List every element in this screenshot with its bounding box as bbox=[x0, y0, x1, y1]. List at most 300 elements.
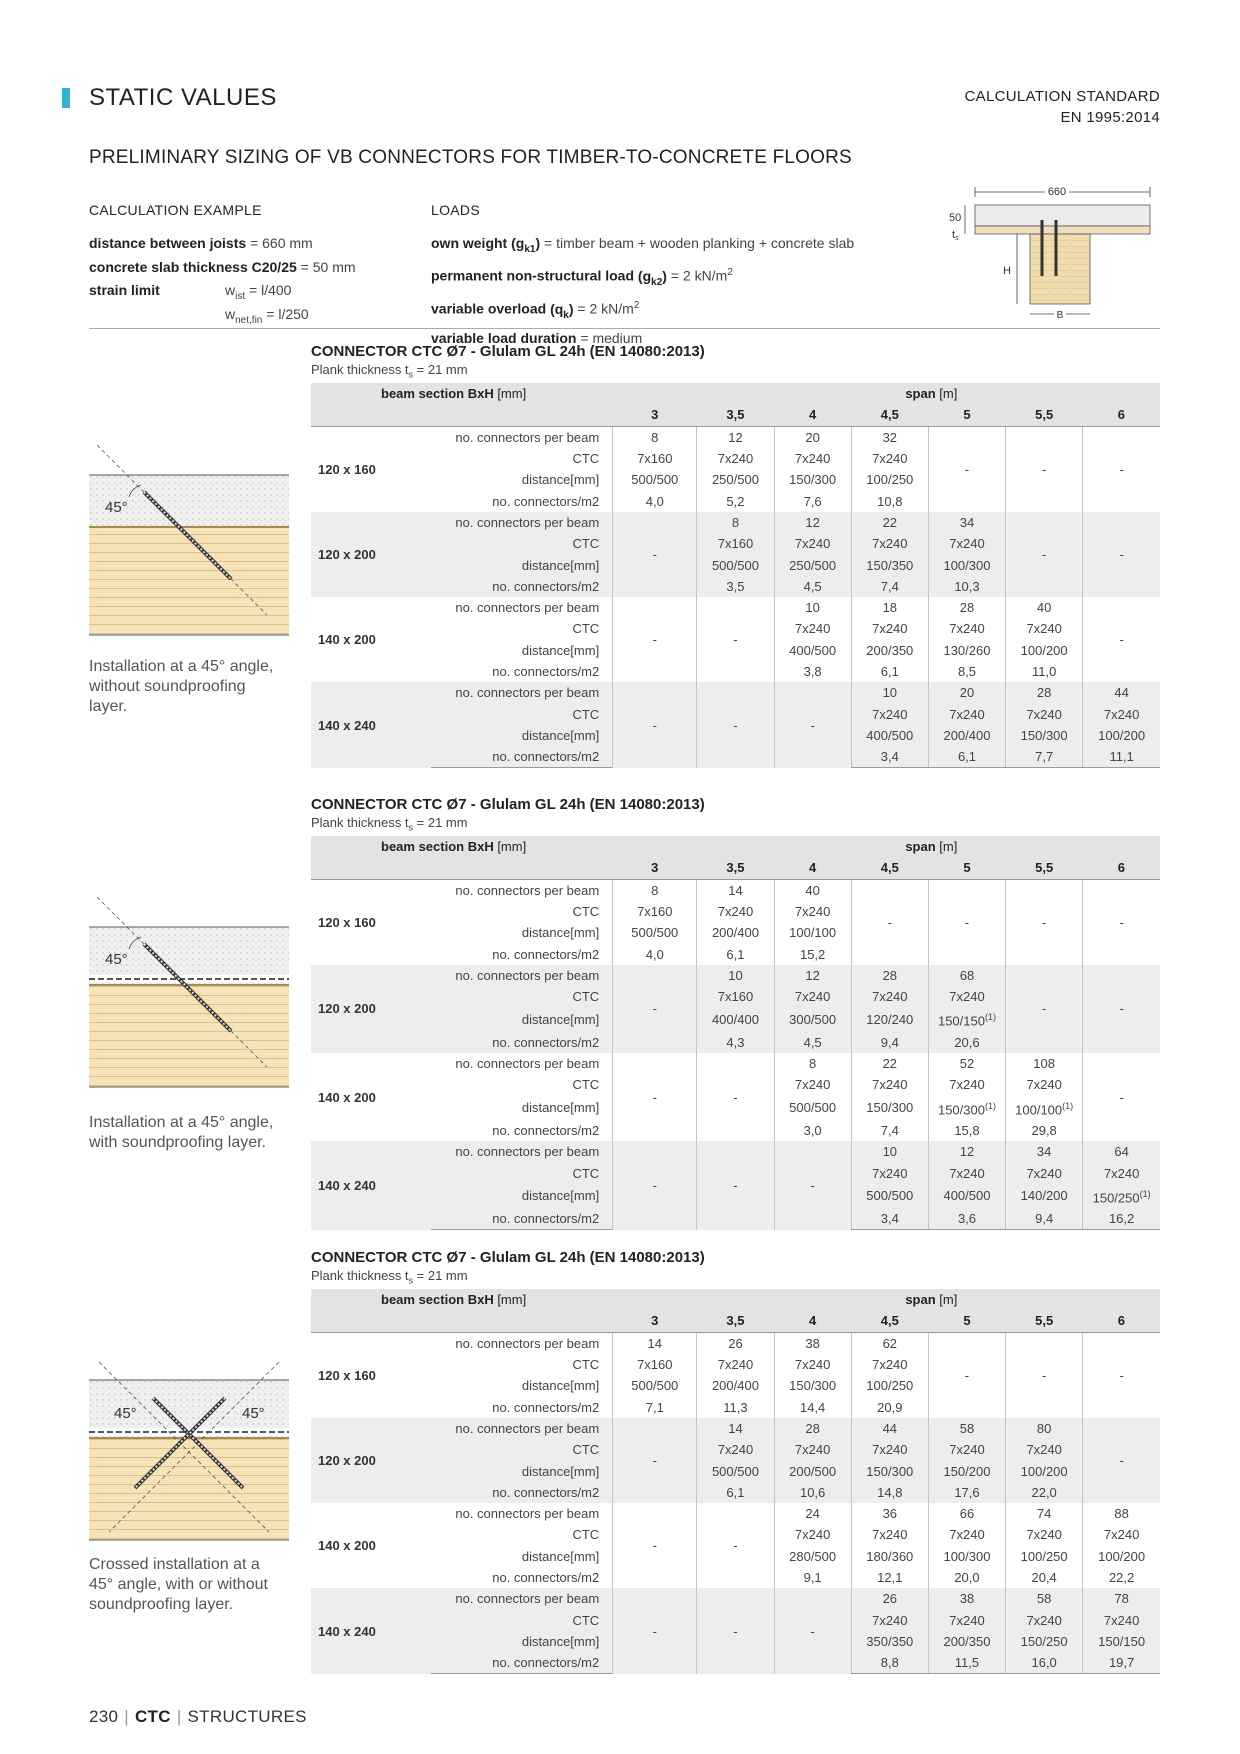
span-column-header: 4,5 bbox=[851, 857, 928, 879]
table-cell: - bbox=[928, 1332, 1005, 1418]
page-title: STATIC VALUES bbox=[89, 84, 277, 111]
table-cell: 4,5 bbox=[774, 1032, 851, 1053]
table-cell: 500/500 bbox=[697, 554, 774, 575]
table-cell: - bbox=[613, 1141, 697, 1230]
table-cell: 200/350 bbox=[851, 640, 928, 661]
table-cell: 34 bbox=[928, 512, 1005, 533]
caption-line: layer. bbox=[89, 698, 128, 715]
table-cell: 7x240 bbox=[928, 986, 1005, 1007]
table-cell: 3,6 bbox=[928, 1208, 1005, 1230]
beam-section-header: beam section BxH [mm] bbox=[311, 836, 613, 857]
span-column-header: 4 bbox=[774, 1310, 851, 1332]
standard-line-1: CALCULATION STANDARD bbox=[964, 88, 1160, 105]
table-cell: 100/100$^{(1)}$ bbox=[1006, 1096, 1083, 1120]
table-cell: 7,1 bbox=[613, 1396, 697, 1417]
table-cell: 7x240 bbox=[1006, 1439, 1083, 1460]
beam-section-name: 120 x 160 bbox=[318, 1367, 376, 1383]
table-cell: 7x240 bbox=[774, 901, 851, 922]
width-dimension: 660 bbox=[1047, 186, 1067, 198]
span-column-header: 3 bbox=[613, 857, 697, 879]
table-cell: 7x240 bbox=[928, 1074, 1005, 1095]
table-cell: 150/300 bbox=[1006, 725, 1083, 746]
table-cell: 20,4 bbox=[1006, 1567, 1083, 1588]
table-cell: 32 bbox=[851, 426, 928, 448]
page-subtitle: PRELIMINARY SIZING OF VB CONNECTORS FOR TIMBER-TO-CONCRETE FLOORS bbox=[89, 147, 852, 168]
row-label: distance[mm] bbox=[521, 1378, 600, 1394]
table-cell: 3,4 bbox=[851, 1208, 928, 1230]
span-column-header: 4,5 bbox=[851, 1310, 928, 1332]
loads-block: own weight $(g_{k1})$ = timber beam + wooden planking + concrete slab permanent non-structural load $(g_{k2}) = 2$ $kN/m^2$ variable overload $(q_k) = 2$ $kN/m^2$ variable load duration = medium bbox=[431, 235, 855, 347]
table-cell: 7x240 bbox=[1006, 1074, 1083, 1095]
row-label: no. connectors per beam bbox=[431, 1141, 612, 1162]
table-cell: 7x240 bbox=[774, 1074, 851, 1095]
table-cell: 7x240 bbox=[774, 1524, 851, 1545]
table-cell: 200/500 bbox=[774, 1460, 851, 1481]
table-row bbox=[311, 1141, 1160, 1162]
table-cell: 7x240 bbox=[1006, 1609, 1083, 1630]
table-cell: 4,0 bbox=[613, 490, 697, 511]
table-cell: 80 bbox=[1006, 1418, 1083, 1439]
beam-section-name: 140 x 240 bbox=[311, 682, 431, 768]
table-cell: - bbox=[613, 1053, 697, 1141]
slab-dimension: 50 bbox=[949, 212, 962, 224]
ts-dimension: ts bbox=[952, 229, 959, 242]
table-row bbox=[311, 1588, 1160, 1609]
row-label: no. connectors per beam bbox=[431, 1588, 612, 1609]
table-cell: 28 bbox=[1006, 682, 1083, 703]
table-cell: 10,8 bbox=[851, 490, 928, 511]
table-cell: 7x240 bbox=[851, 986, 928, 1007]
table-cell: 11,3 bbox=[697, 1396, 774, 1417]
table-cell: 88 bbox=[1083, 1503, 1160, 1524]
table-cell: 22 bbox=[851, 1053, 928, 1074]
table-cell: 7x240 bbox=[1083, 1524, 1160, 1545]
table-cell: - bbox=[697, 1588, 774, 1674]
connector-table bbox=[311, 383, 1160, 768]
table-cell: 7x240 bbox=[928, 703, 1005, 724]
caption-line: with soundproofing layer. bbox=[89, 1134, 266, 1151]
table-row bbox=[311, 1418, 1160, 1439]
table-cell: 150/300 bbox=[774, 469, 851, 490]
table-cell: 28 bbox=[774, 1418, 851, 1439]
table-cell: 16,0 bbox=[1006, 1652, 1083, 1674]
table-cell: 66 bbox=[928, 1503, 1005, 1524]
table-cell: 200/400 bbox=[697, 922, 774, 943]
table-cell: 26 bbox=[851, 1588, 928, 1609]
row-label: CTC bbox=[431, 703, 612, 724]
table-cell: 180/360 bbox=[851, 1546, 928, 1567]
table-cell: 7x240 bbox=[697, 1439, 774, 1460]
table-cell: 3,4 bbox=[851, 746, 928, 768]
table-cell: 7x240 bbox=[851, 1074, 928, 1095]
table-cell: - bbox=[1083, 965, 1160, 1053]
table-cell: - bbox=[1006, 512, 1083, 597]
accent-bar bbox=[62, 88, 70, 108]
table-cell: 7x240 bbox=[928, 1524, 1005, 1545]
table-cell: 7x240 bbox=[928, 1163, 1005, 1184]
table-cell: - bbox=[928, 426, 1005, 512]
span-column-header: 5 bbox=[928, 404, 1005, 426]
table-cell: 7x240 bbox=[697, 448, 774, 469]
table-cell: 120/240 bbox=[851, 1007, 928, 1031]
table-cell: - bbox=[697, 1053, 774, 1141]
table-cell: 11,5 bbox=[928, 1652, 1005, 1674]
table-cell: - bbox=[851, 879, 928, 965]
table-cell: - bbox=[1083, 426, 1160, 512]
table-row bbox=[311, 1482, 1160, 1503]
plank-thickness: Plank thickness $t_s = 21$ mm bbox=[311, 815, 468, 833]
span-column-header: 5,5 bbox=[1006, 857, 1083, 879]
table-cell: 12 bbox=[697, 426, 774, 448]
span-header: span [m] bbox=[613, 1289, 1160, 1310]
table-cell: 11,0 bbox=[1006, 661, 1083, 682]
table-cell: 8 bbox=[613, 879, 697, 901]
table-row bbox=[311, 512, 1160, 533]
table-cell: 6,1 bbox=[697, 943, 774, 964]
table-cell: 12 bbox=[774, 965, 851, 986]
w-net-fin: $w_{net,fin} = l/250$ bbox=[225, 305, 309, 326]
table-cell: 150/150$^{(1)}$ bbox=[928, 1007, 1005, 1031]
span-column-header: 3,5 bbox=[697, 404, 774, 426]
table-cell: 200/350 bbox=[928, 1631, 1005, 1652]
span-column-header: 6 bbox=[1083, 857, 1160, 879]
row-label: CTC bbox=[431, 1609, 612, 1630]
table-cell: 38 bbox=[928, 1588, 1005, 1609]
w-ist: $w_{ist} = l/400$ bbox=[225, 282, 292, 302]
table-cell: 58 bbox=[928, 1418, 1005, 1439]
table-row bbox=[311, 1460, 1160, 1481]
row-label: no. connectors per beam bbox=[455, 1506, 600, 1522]
table-cell: 10 bbox=[697, 965, 774, 986]
table-cell: 150/250 bbox=[1006, 1631, 1083, 1652]
row-label: distance[mm] bbox=[521, 1548, 600, 1564]
caption-line: 45° angle, with or without bbox=[89, 1576, 268, 1593]
row-label: no. connectors/m2 bbox=[431, 576, 612, 597]
table-cell: 7x240 bbox=[851, 618, 928, 639]
table-cell: - bbox=[1083, 597, 1160, 682]
table-cell: - bbox=[613, 682, 697, 768]
row-label: no. connectors per beam bbox=[455, 600, 600, 616]
table-row bbox=[311, 1053, 1160, 1074]
table-cell: 14 bbox=[697, 1418, 774, 1439]
h-dimension: H bbox=[1003, 265, 1011, 277]
angle-label-right: 45° bbox=[242, 1405, 265, 1422]
table-cell: - bbox=[613, 512, 697, 597]
table-cell: 7x160 bbox=[613, 448, 697, 469]
row-label: CTC bbox=[572, 904, 600, 920]
table-title: CONNECTOR CTC Ø7 - Glulam GL 24h (EN 14080:2013) bbox=[311, 1249, 705, 1266]
connector-table bbox=[311, 836, 1160, 1230]
table-cell: 7x240 bbox=[1083, 1609, 1160, 1630]
row-label: CTC bbox=[431, 986, 612, 1007]
page-footer: 230 | CTC | STRUCTURES bbox=[89, 1707, 307, 1726]
caption-line: Installation at a 45° angle, bbox=[89, 1114, 274, 1131]
table-cell: 8 bbox=[613, 426, 697, 448]
span-column-header: 5,5 bbox=[1006, 1310, 1083, 1332]
table-cell: 7x160 bbox=[697, 986, 774, 1007]
row-label: no. connectors/m2 bbox=[431, 1652, 612, 1674]
table-cell: 22 bbox=[851, 512, 928, 533]
table-cell: 7x240 bbox=[697, 1354, 774, 1375]
table-row bbox=[311, 426, 1160, 448]
table-cell: - bbox=[613, 597, 697, 682]
row-label: CTC bbox=[431, 1439, 612, 1460]
table-cell: 7x240 bbox=[1006, 1163, 1083, 1184]
beam-section-name: 140 x 200 bbox=[318, 632, 376, 648]
table-cell: 6,1 bbox=[851, 661, 928, 682]
table-cell: 15,8 bbox=[928, 1120, 1005, 1141]
table-cell: - bbox=[928, 879, 1005, 965]
span-column-header: 4 bbox=[774, 857, 851, 879]
table-cell: 100/250 bbox=[851, 1375, 928, 1396]
standard-line-2: EN 1995:2014 bbox=[1060, 109, 1160, 126]
row-label: distance[mm] bbox=[431, 725, 612, 746]
row-label: no. connectors per beam bbox=[455, 882, 600, 898]
beam-section-name: 140 x 240 bbox=[311, 1588, 431, 1674]
span-column-header: 3,5 bbox=[697, 1310, 774, 1332]
table-cell: 36 bbox=[851, 1503, 928, 1524]
row-label: distance[mm] bbox=[521, 472, 600, 488]
table-cell: 68 bbox=[928, 965, 1005, 986]
table-cell: 7x240 bbox=[1006, 618, 1083, 639]
span-column-header: 6 bbox=[1083, 1310, 1160, 1332]
table-cell: 4,3 bbox=[697, 1032, 774, 1053]
table-cell: 250/500 bbox=[697, 469, 774, 490]
table-cell: 62 bbox=[851, 1332, 928, 1354]
table-cell: 130/260 bbox=[928, 640, 1005, 661]
row-label: CTC bbox=[572, 1527, 600, 1543]
span-header: span [m] bbox=[613, 836, 1160, 857]
table-cell: 9,4 bbox=[851, 1032, 928, 1053]
table-cell: 12 bbox=[774, 512, 851, 533]
beam-section-name: 140 x 200 bbox=[318, 1089, 376, 1105]
row-label: distance[mm] bbox=[521, 925, 600, 941]
table-cell: 4,5 bbox=[774, 576, 851, 597]
table-cell: 500/500 bbox=[613, 922, 697, 943]
table-cell: 7x240 bbox=[774, 1354, 851, 1375]
table-cell: 5,2 bbox=[697, 490, 774, 511]
row-label: no. connectors per beam bbox=[431, 965, 612, 986]
span-column-header: 5,5 bbox=[1006, 404, 1083, 426]
table-row bbox=[311, 965, 1160, 986]
table-cell: 7x240 bbox=[774, 618, 851, 639]
table-cell: - bbox=[1006, 879, 1083, 965]
example-heading: CALCULATION EXAMPLE bbox=[89, 202, 262, 218]
row-label: distance[mm] bbox=[431, 1007, 612, 1031]
example-block bbox=[89, 232, 429, 326]
row-label: no. connectors per beam bbox=[431, 1418, 612, 1439]
slab-value: = 50 mm bbox=[300, 258, 356, 275]
row-label: CTC bbox=[572, 621, 600, 637]
table-cell: 7x160 bbox=[613, 901, 697, 922]
table-cell: - bbox=[613, 1588, 697, 1674]
table-cell: 17,6 bbox=[928, 1482, 1005, 1503]
table-cell: 7x240 bbox=[851, 533, 928, 554]
table-cell: - bbox=[1083, 1053, 1160, 1141]
table-cell: 9,4 bbox=[1006, 1208, 1083, 1230]
installation-illustration bbox=[89, 445, 289, 645]
connector-table bbox=[311, 1289, 1160, 1674]
table-cell: 7x240 bbox=[1083, 1163, 1160, 1184]
table-cell: 400/400 bbox=[697, 1007, 774, 1031]
b-dimension: B bbox=[1056, 310, 1064, 321]
table-cell: - bbox=[613, 1418, 697, 1503]
table-row bbox=[311, 597, 1160, 618]
table-cell: 20 bbox=[928, 682, 1005, 703]
row-label: no. connectors/m2 bbox=[492, 1399, 600, 1415]
table-cell: 44 bbox=[1083, 682, 1160, 703]
table-title: CONNECTOR CTC Ø7 - Glulam GL 24h (EN 14080:2013) bbox=[311, 796, 705, 813]
table-cell: 7x240 bbox=[774, 533, 851, 554]
beam-section-name: 120 x 200 bbox=[311, 512, 431, 597]
table-cell: 10 bbox=[851, 1141, 928, 1162]
installation-caption bbox=[89, 657, 273, 717]
table-cell: 7x240 bbox=[851, 1524, 928, 1545]
joists-value: = 660 mm bbox=[250, 235, 313, 251]
table-cell: 10,6 bbox=[774, 1482, 851, 1503]
angle-label: 45° bbox=[105, 499, 128, 516]
caption-line: without soundproofing bbox=[89, 678, 246, 695]
row-label: no. connectors/m2 bbox=[492, 493, 600, 509]
table-cell: 3,0 bbox=[774, 1120, 851, 1141]
row-label: no. connectors/m2 bbox=[431, 746, 612, 768]
table-cell: 350/350 bbox=[851, 1631, 928, 1652]
table-cell: 7x240 bbox=[697, 901, 774, 922]
table-cell: 7x240 bbox=[851, 703, 928, 724]
row-label: no. connectors/m2 bbox=[492, 1570, 600, 1585]
table-cell: - bbox=[613, 1503, 697, 1588]
installation-caption bbox=[89, 1555, 268, 1615]
table-cell: 100/200 bbox=[1006, 1460, 1083, 1481]
span-column-header: 3 bbox=[613, 404, 697, 426]
table-cell: - bbox=[697, 1503, 774, 1588]
table-cell: 150/300 bbox=[774, 1375, 851, 1396]
table-cell: 7x240 bbox=[928, 1609, 1005, 1630]
table-cell: 29,8 bbox=[1006, 1120, 1083, 1141]
table-cell: 20,9 bbox=[851, 1396, 928, 1417]
table-cell: 7x240 bbox=[928, 1439, 1005, 1460]
installation-illustration bbox=[89, 1350, 289, 1550]
row-label: CTC bbox=[572, 451, 600, 467]
caption-line: soundproofing layer. bbox=[89, 1596, 234, 1613]
plank-thickness: Plank thickness $t_s = 21$ mm bbox=[311, 362, 468, 380]
table-cell: 24 bbox=[774, 1503, 851, 1524]
table-cell: - bbox=[774, 1141, 851, 1230]
table-cell: 7x240 bbox=[1083, 703, 1160, 724]
table-cell: 500/500 bbox=[613, 469, 697, 490]
table-cell: 11,1 bbox=[1083, 746, 1160, 768]
row-label: no. connectors/m2 bbox=[492, 946, 600, 962]
table-cell: 6,1 bbox=[697, 1482, 774, 1503]
row-label: no. connectors per beam bbox=[455, 1056, 600, 1072]
table-cell: 7x240 bbox=[774, 1439, 851, 1460]
table-row bbox=[311, 1503, 1160, 1524]
table-cell: 3,5 bbox=[697, 576, 774, 597]
row-label: no. connectors/m2 bbox=[431, 1482, 612, 1503]
table-cell: 150/300$^{(1)}$ bbox=[928, 1096, 1005, 1120]
table-cell: 7x240 bbox=[851, 1163, 928, 1184]
table-cell: 7x240 bbox=[851, 448, 928, 469]
caption-line: Installation at a 45° angle, bbox=[89, 658, 274, 675]
table-cell: 52 bbox=[928, 1053, 1005, 1074]
span-column-header: 4,5 bbox=[851, 404, 928, 426]
table-cell: 4,0 bbox=[613, 943, 697, 964]
table-row bbox=[311, 1332, 1160, 1354]
installation-illustration bbox=[89, 897, 289, 1097]
slab-label: concrete slab thickness C20/25 bbox=[89, 258, 297, 275]
table-cell: - bbox=[774, 682, 851, 768]
table-cell: 3,8 bbox=[774, 661, 851, 682]
calculation-standard bbox=[965, 86, 1160, 128]
table-cell: 8,8 bbox=[851, 1652, 928, 1674]
row-label: CTC bbox=[431, 1163, 612, 1184]
table-cell: 18 bbox=[851, 597, 928, 618]
table-cell: 400/500 bbox=[928, 1184, 1005, 1208]
beam-section-name: 120 x 200 bbox=[311, 1418, 431, 1503]
table-cell: - bbox=[697, 597, 774, 682]
table-cell: 100/250 bbox=[1006, 1546, 1083, 1567]
table-cell: 200/400 bbox=[697, 1375, 774, 1396]
table-cell: 9,1 bbox=[774, 1567, 851, 1588]
row-label: distance[mm] bbox=[521, 1100, 600, 1116]
beam-section-name: 120 x 160 bbox=[318, 914, 376, 930]
table-cell: 100/300 bbox=[928, 1546, 1005, 1567]
row-label: no. connectors/m2 bbox=[431, 1208, 612, 1230]
installation-caption bbox=[89, 1113, 273, 1153]
beam-section-name: 120 x 160 bbox=[318, 461, 376, 477]
angle-label-left: 45° bbox=[114, 1405, 137, 1422]
table-cell: 10,3 bbox=[928, 576, 1005, 597]
table-cell: 28 bbox=[928, 597, 1005, 618]
table-cell: 7x240 bbox=[1006, 703, 1083, 724]
table-cell: 7x240 bbox=[851, 1439, 928, 1460]
table-cell: 8,5 bbox=[928, 661, 1005, 682]
table-cell: 7x240 bbox=[851, 1609, 928, 1630]
table-cell: 500/500 bbox=[697, 1460, 774, 1481]
table-cell: 38 bbox=[774, 1332, 851, 1354]
row-label: distance[mm] bbox=[431, 1631, 612, 1652]
table-cell: 40 bbox=[774, 879, 851, 901]
table-cell: 150/300 bbox=[851, 1096, 928, 1120]
table-cell: 78 bbox=[1083, 1588, 1160, 1609]
table-cell: 200/400 bbox=[928, 725, 1005, 746]
caption-line: Crossed installation at a bbox=[89, 1556, 260, 1573]
table-cell: 7x240 bbox=[774, 986, 851, 1007]
table-cell: - bbox=[613, 965, 697, 1053]
beam-section-header: beam section BxH [mm] bbox=[311, 1289, 613, 1310]
table-cell: 28 bbox=[851, 965, 928, 986]
span-column-header: 6 bbox=[1083, 404, 1160, 426]
table-cell: - bbox=[697, 1141, 774, 1230]
table-cell: 14 bbox=[697, 879, 774, 901]
span-column-header: 3 bbox=[613, 1310, 697, 1332]
table-cell: 7x240 bbox=[928, 618, 1005, 639]
table-cell: 26 bbox=[697, 1332, 774, 1354]
table-cell: 400/500 bbox=[851, 725, 928, 746]
row-label: distance[mm] bbox=[431, 554, 612, 575]
table-cell: 15,2 bbox=[774, 943, 851, 964]
table-cell: 74 bbox=[1006, 1503, 1083, 1524]
table-cell: 7,6 bbox=[774, 490, 851, 511]
table-cell: 500/500 bbox=[851, 1184, 928, 1208]
table-cell: - bbox=[1083, 512, 1160, 597]
table-cell: 8 bbox=[774, 1053, 851, 1074]
table-cell: 64 bbox=[1083, 1141, 1160, 1162]
row-label: CTC bbox=[572, 1077, 600, 1093]
row-label: CTC bbox=[572, 1357, 600, 1373]
table-cell: 6,1 bbox=[928, 746, 1005, 768]
table-cell: 150/300 bbox=[851, 1460, 928, 1481]
